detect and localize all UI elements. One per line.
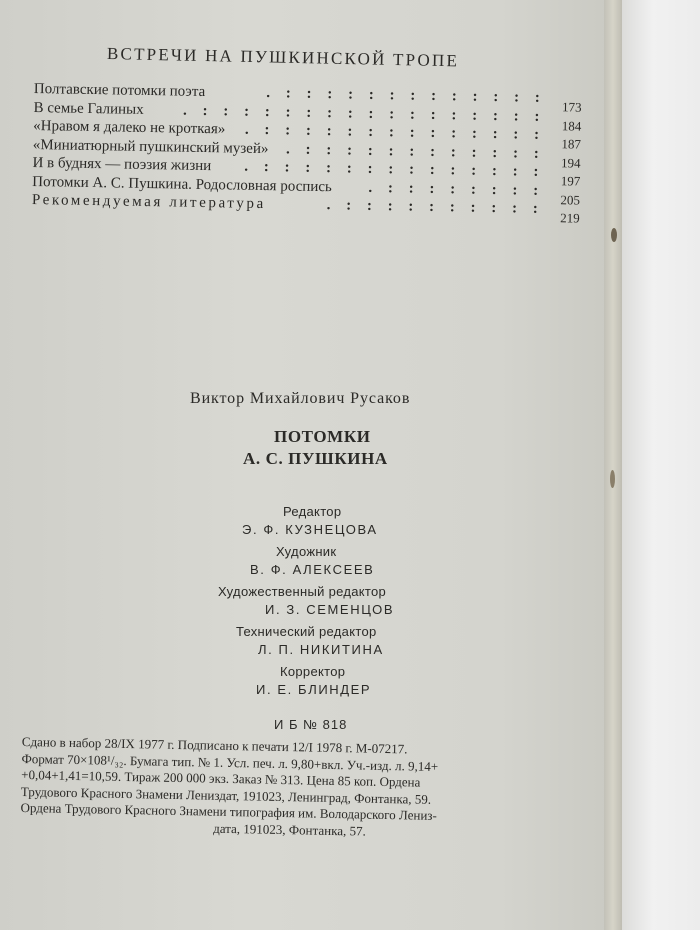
credit-role: Корректор — [280, 664, 346, 679]
imprint-line: Формат 70×108¹/₃₂. Бумага тип. № 1. Усл. печ. л. 9,80+вкл. Уч.-изд. л. 9,14+ — [21, 750, 439, 774]
toc-page-number: 173 — [561, 99, 582, 115]
page-stain — [610, 470, 615, 488]
credit-role: Художественный редактор — [218, 584, 387, 599]
toc-page-number: 219 — [560, 210, 580, 226]
table-of-contents — [31, 80, 582, 226]
page-stain — [611, 228, 617, 242]
book-title-line-1: ПОТОМКИ — [274, 427, 371, 446]
ib-number: И Б № 818 — [274, 717, 348, 732]
imprint-line: +0,04+1,41=10,59. Тираж 200 000 экз. Заказ № 313. Цена 85 коп. Ордена — [21, 766, 421, 790]
toc-entry-title: И в буднях — поэзия жизни — [32, 154, 212, 175]
toc-leader-dots: . : : : : : : : : : : : : : : — [244, 158, 545, 180]
toc-page-number: 205 — [560, 191, 581, 208]
toc-entry-title: «Миниатюрный пушкинский музей» — [32, 136, 269, 157]
credit-role: Редактор — [283, 504, 342, 519]
toc-entry-title: Потомки А. С. Пушкина. Родословная роспись — [32, 173, 332, 195]
toc-page-number: 197 — [560, 173, 581, 189]
imprint-line: Трудового Красного Знамени Лениздат, 191023, Ленинград, Фонтанка, 59. — [20, 783, 432, 807]
imprint-line: дата, 191023, Фонтанка, 57. — [213, 820, 366, 839]
credit-name: Л. П. НИКИТИНА — [258, 642, 384, 657]
toc-page-number: 194 — [561, 154, 581, 171]
toc-page-number: 184 — [561, 117, 582, 134]
toc-leader-dots: . : : : : : : : : : : : : — [285, 140, 545, 162]
imprint-line: Ордена Трудового Красного Знамени типография им. Володарского Лениз- — [20, 799, 437, 823]
imprint-block — [20, 734, 594, 844]
credit-name: Э. Ф. КУЗНЕЦОВА — [242, 522, 378, 537]
credit-role: Технический редактор — [236, 624, 377, 639]
toc-leader-dots: . : : : : : : : : : : : : : : : : : — [182, 102, 546, 125]
page-edge — [604, 0, 622, 930]
toc-entry-title: В семье Галиных — [33, 99, 144, 118]
toc-entry-title: Полтавские потомки поэта — [33, 80, 206, 100]
author-name: Виктор Михайлович Русаков — [190, 390, 411, 407]
background-surface — [622, 0, 700, 930]
section-title: ВСТРЕЧИ НА ПУШКИНСКОЙ ТРОПЕ — [106, 44, 460, 71]
credit-role: Художник — [276, 544, 337, 559]
credit-name: И. Е. БЛИНДЕР — [256, 682, 372, 697]
toc-leader-dots: . : : : : : : : : : : — [326, 197, 544, 217]
credit-name: В. Ф. АЛЕКСЕЕВ — [250, 562, 375, 577]
imprint-line: Сдано в набор 28/IX 1977 г. Подписано к печати 12/I 1978 г. М-07217. — [21, 734, 408, 757]
credit-name: И. З. СЕМЕНЦОВ — [265, 602, 395, 617]
book-title-line-2: А. С. ПУШКИНА — [243, 449, 388, 468]
toc-entry-title: Рекомендуемая литература — [31, 191, 266, 213]
toc-leader-dots: . : : : : : : : : : : : : : : — [244, 121, 546, 143]
toc-leader-dots: . : : : : : : : : — [368, 179, 545, 199]
toc-leader-dots: . : : : : : : : : : : : : : — [266, 85, 546, 106]
toc-page-number: 187 — [561, 136, 582, 152]
toc-entry-title: «Нравом я далеко не кроткая» — [33, 117, 226, 138]
